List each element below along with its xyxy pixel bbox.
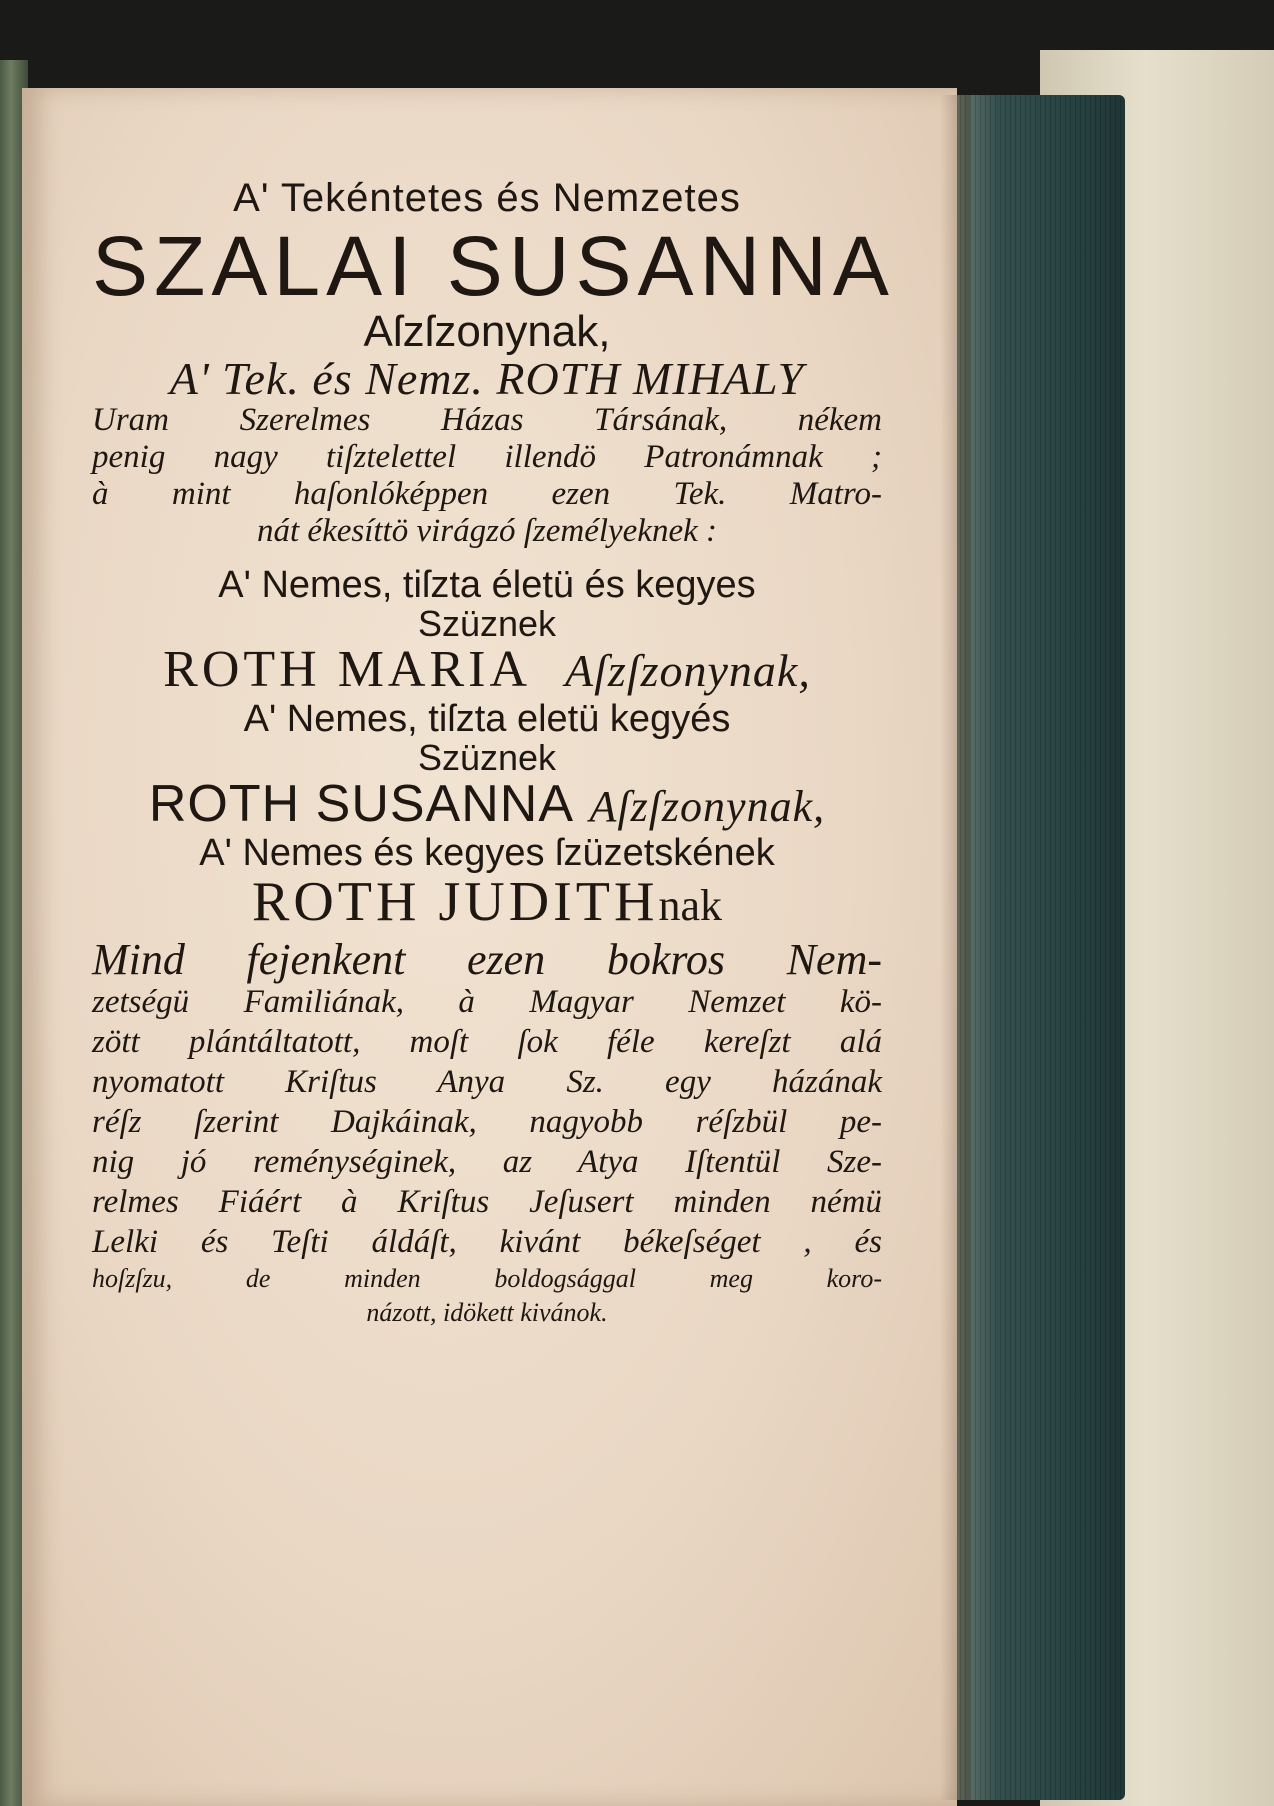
susanna-szuz: Szüznek <box>417 737 557 778</box>
maria-intro: A' Nemes, tiſzta életü és kegyes <box>218 564 756 606</box>
maria-name: ROTH MARIA <box>163 641 532 698</box>
maria-szuz: Szüznek <box>417 603 557 644</box>
judith-name: ROTH JUDITH <box>252 871 659 933</box>
dedicatee-title: Aſzſzonynak, <box>363 307 611 356</box>
text-line: penig nagy tiſztelettel illendö Patronámnak ; <box>92 439 882 475</box>
dedication-text <box>92 176 895 1334</box>
dedication-heading: A' Tekéntetes és Nemzetes <box>233 176 741 220</box>
dedicatee-name: SZALAI SUSANNA <box>92 219 895 313</box>
gutter-shadow <box>940 95 970 1800</box>
text-line: relmes Fiáért à Kriſtus Jeſusert minden némü <box>92 1184 882 1220</box>
text-line: réſz ſzerint Dajkáinak, nagyobb réſzbül pe- <box>92 1104 882 1140</box>
susanna-name: ROTH SUSANNA <box>148 775 575 833</box>
husband-line: A' Tek. és Nemz. ROTH MIHALY <box>169 353 805 404</box>
susanna-name-line <box>92 775 882 833</box>
judith-intro: A' Nemes és kegyes ſzüzetskének <box>199 832 775 874</box>
text-line: Lelki és Teſti áldáſt, kivánt békeſséget , és <box>92 1224 882 1260</box>
text-line: zetségü Familiának, à Magyar Nemzet kö- <box>92 984 882 1020</box>
closing-first-line: Mind fejenkent ezen bokros Nem- <box>92 935 882 984</box>
judith-name-line <box>92 871 882 933</box>
text-line: hoſzſzu, de minden boldogsággal meg koro- <box>92 1264 882 1293</box>
book-page <box>22 88 957 1806</box>
susanna-intro: A' Nemes, tiſzta eletü kegyés <box>243 698 731 740</box>
text-line: zött plántáltatott, moſt ſok féle kereſzt alá <box>92 1024 882 1060</box>
maria-name-line <box>92 641 882 698</box>
text-line: à mint haſonlóképpen ezen Tek. Matro- <box>92 476 882 512</box>
text-line: nát ékesíttö virágzó ſzemélyeknek : <box>257 513 717 549</box>
text-line: názott, idökett kivánok. <box>366 1298 608 1327</box>
text-line: Uram Szerelmes Házas Társának, nékem <box>92 402 882 438</box>
judith-suffix: nak <box>658 881 722 930</box>
page-block-edges <box>955 95 1125 1800</box>
susanna-title: Aſzſzonynak, <box>589 782 826 831</box>
text-line: nyomatott Kriſtus Anya Sz. egy házának <box>92 1064 882 1100</box>
maria-title: Aſzſzonynak, <box>565 645 811 696</box>
text-line: nig jó reménységinek, az Atya Iſtentül Sze- <box>92 1144 882 1180</box>
